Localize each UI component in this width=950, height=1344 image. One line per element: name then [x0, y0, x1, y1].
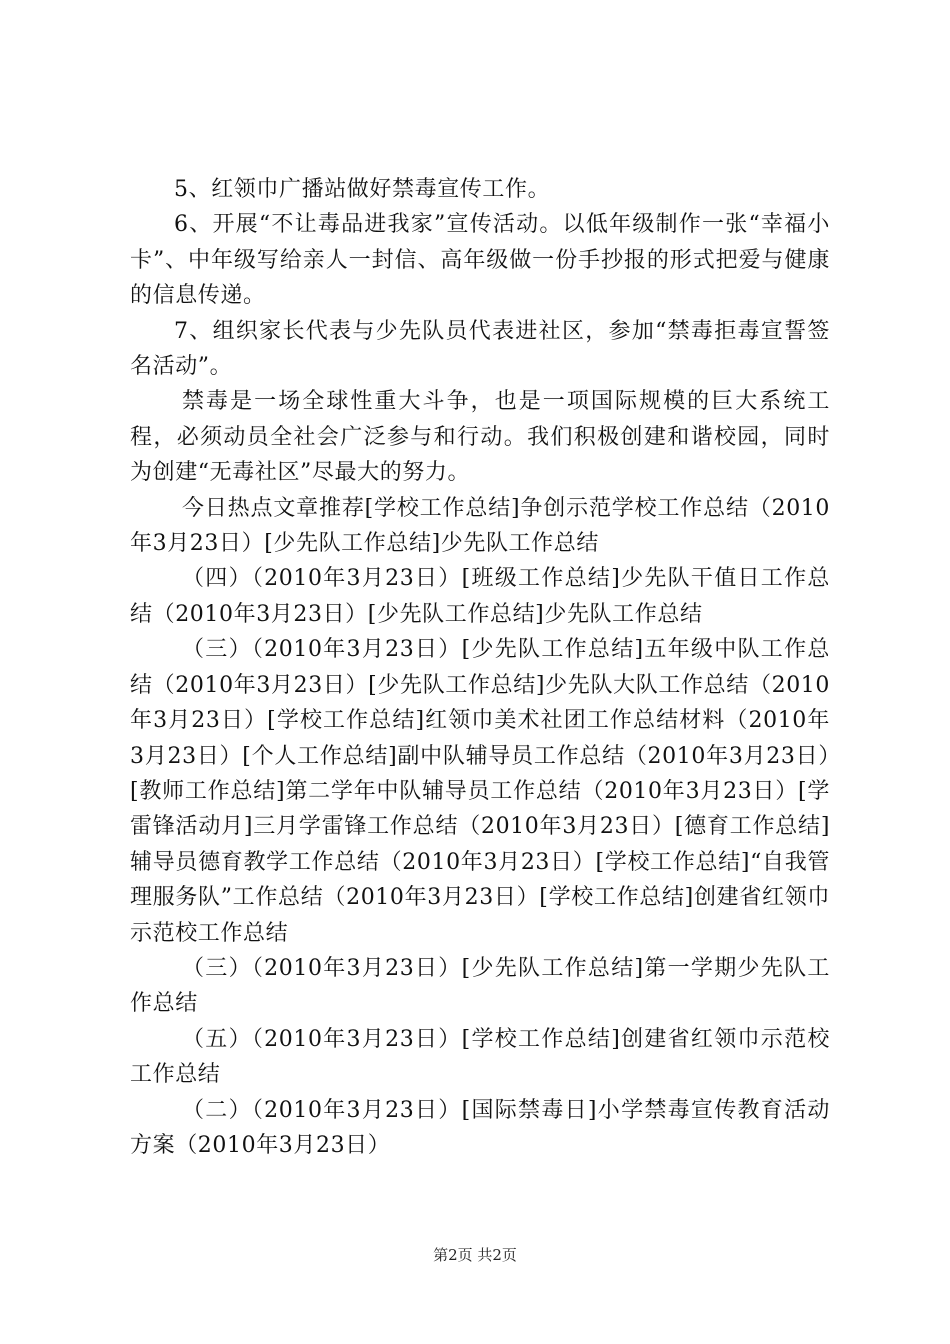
paragraph-item-6: 6、开展“不让毒品进我家”宣传活动。以低年级制作一张“幸福小卡”、中年级写给亲人一封信、高年级做一份手抄报的形式把爱与健康的信息传递。	[130, 212, 830, 309]
paragraph-drug-ban-summary: 禁毒是一场全球性重大斗争，也是一项国际规模的巨大系统工程，必须动员全社会广泛参与和行动。我们积极创建和谐校园，同时为创建“无毒社区”尽最大的努力。	[130, 389, 830, 486]
paragraph-article-list-3b: （三）（2010年3月23日）[少先队工作总结]第一学期少先队工作总结	[130, 955, 830, 1017]
paragraph-article-list-5: （五）（2010年3月23日）[学校工作总结]创建省红领巾示范校工作总结	[130, 1026, 830, 1088]
paragraph-article-list-3a: （三）（2010年3月23日）[少先队工作总结]五年级中队工作总结（2010年3月23日）[少先队工作总结]少先队大队工作总结（2010年3月23日）[学校工作总结]红领巾美术社团工作总结材料（2010年3月23日）[个人工作总结]副中队辅导员工作总结（2010年3月23日）[教师工作总结]第二学年中队辅导员工作总结（2010年3月23日）[学雷锋活动月]三月学雷锋工作总结（2010年3月23日）[德育工作总结]辅导员德育教学工作总结（2010年3月23日）[学校工作总结]“自我管理服务队”工作总结（2010年3月23日）[学校工作总结]创建省红领巾示范校工作总结	[130, 637, 830, 946]
paragraph-recommended-articles: 今日热点文章推荐[学校工作总结]争创示范学校工作总结（2010年3月23日）[少先队工作总结]少先队工作总结	[130, 495, 830, 557]
document-body	[130, 172, 830, 1163]
paragraph-item-5: 5、红领巾广播站做好禁毒宣传工作。	[174, 177, 551, 202]
page-number-footer: 第2页 共2页	[433, 1246, 517, 1264]
paragraph-item-7: 7、组织家长代表与少先队员代表进社区，参加“禁毒拒毒宣誓签名活动”。	[130, 318, 830, 380]
paragraph-article-list-2: （二）（2010年3月23日）[国际禁毒日]小学禁毒宣传教育活动方案（2010年3月23日）	[130, 1097, 830, 1158]
paragraph-article-list-4: （四）（2010年3月23日）[班级工作总结]少先队干值日工作总结（2010年3月23日）[少先队工作总结]少先队工作总结	[130, 566, 830, 627]
